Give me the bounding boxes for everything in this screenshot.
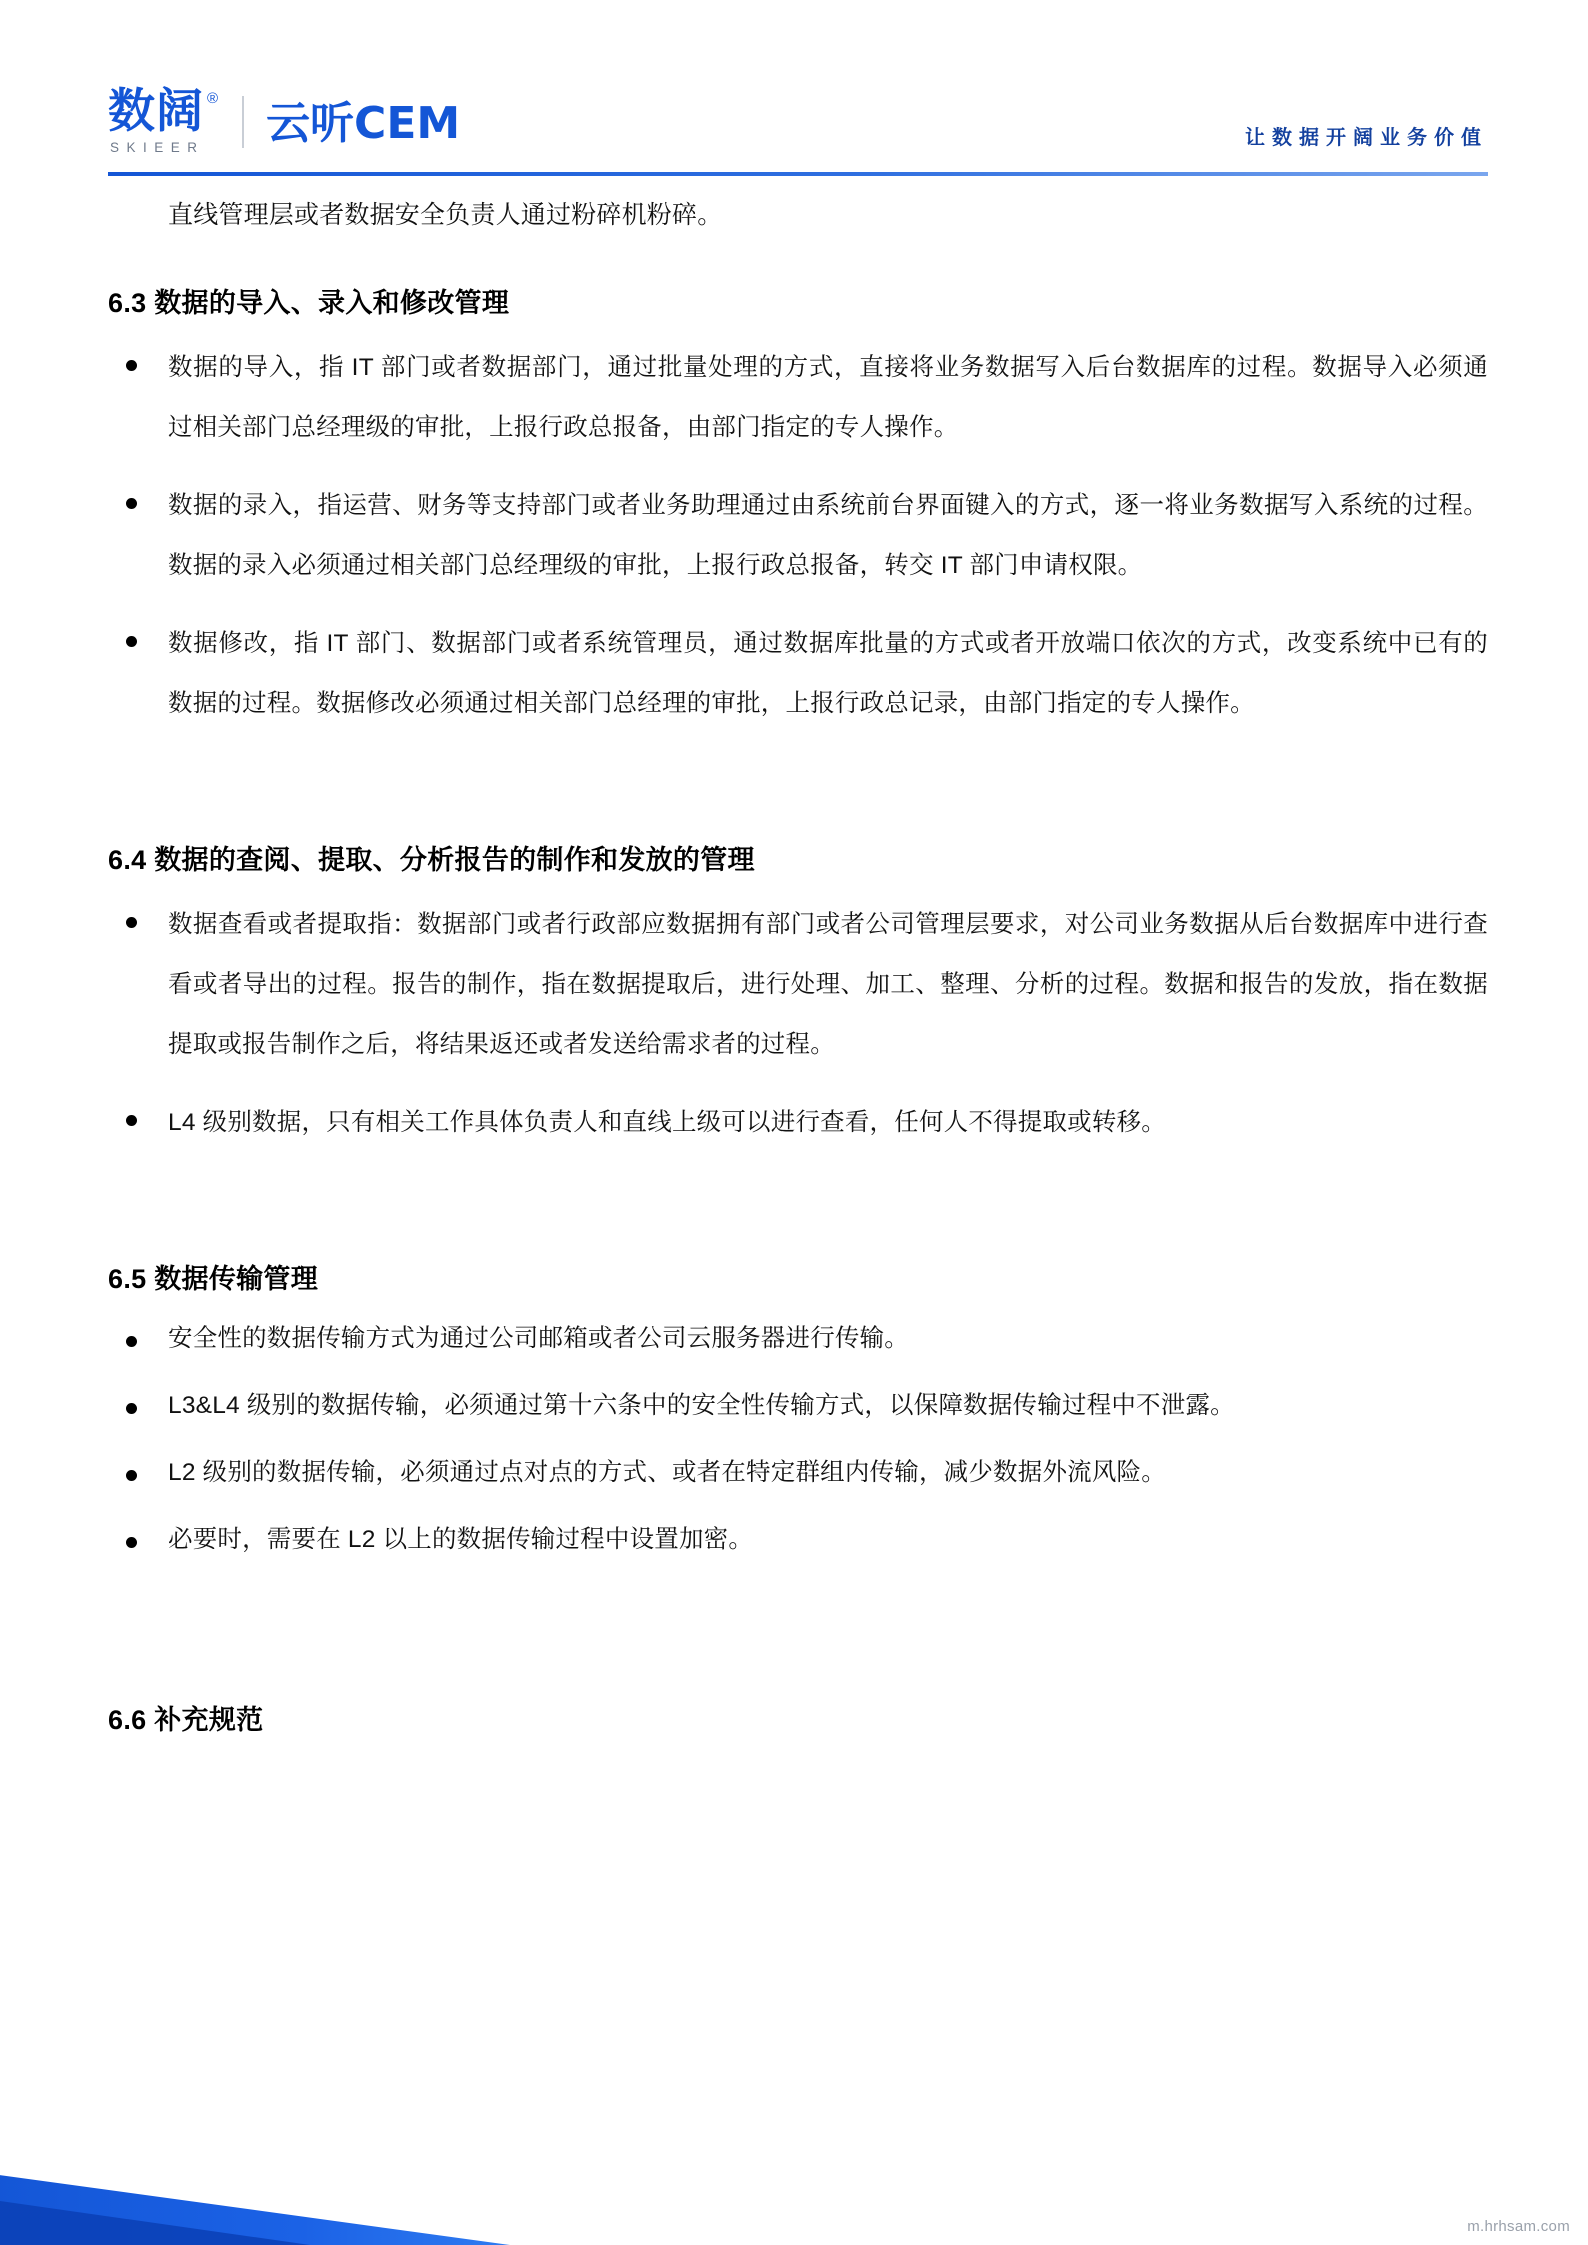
header-tagline: 让数据开阔业务价值 xyxy=(1245,127,1488,149)
footer-chevron-light xyxy=(0,2137,510,2245)
document-body xyxy=(108,196,1488,1737)
company-logo-row xyxy=(108,84,219,140)
bullet-dot-icon xyxy=(126,1115,137,1126)
list-item xyxy=(108,895,1488,1075)
footer-watermark: m.hrhsam.com xyxy=(1467,2218,1570,2235)
list-item-text: L2 级别的数据传输，必须通过点对点的方式、或者在特定群组内传输，减少数据外流风险。 xyxy=(168,1458,1166,1486)
bullet-dot-icon xyxy=(126,1470,137,1481)
company-name-latin: SKIEER xyxy=(110,139,205,155)
list-item xyxy=(108,338,1488,458)
bullet-list-6-5 xyxy=(108,1314,1488,1564)
section-heading-6-4: 6.4 数据的查阅、提取、分析报告的制作和发放的管理 xyxy=(108,844,755,875)
list-item xyxy=(108,1448,1488,1497)
list-item xyxy=(108,614,1488,734)
header-divider-rule xyxy=(108,172,1488,176)
section-spacer xyxy=(108,1153,1488,1211)
bullet-dot-icon xyxy=(126,917,137,928)
section-spacer xyxy=(108,1564,1488,1622)
section-heading-6-5: 6.5 数据传输管理 xyxy=(108,1263,319,1294)
list-item xyxy=(108,476,1488,596)
list-item xyxy=(108,1314,1488,1363)
list-item xyxy=(108,1515,1488,1564)
list-item-text: 数据查看或者提取指：数据部门或者行政部应数据拥有部门或者公司管理层要求，对公司业务数据从后台数据库中进行查看或者导出的过程。报告的制作，指在数据提取后，进行处理、加工、整理、分析的过程。数据和报告的发放，指在数据提取或报告制作之后，将结果返还或者发送给需求者的过程。 xyxy=(168,910,1488,1058)
list-item-text: L3&L4 级别的数据传输，必须通过第十六条中的安全性传输方式，以保障数据传输过程中不泄露。 xyxy=(168,1391,1235,1419)
list-item-text: 数据的导入，指 IT 部门或者数据部门，通过批量处理的方式，直接将业务数据写入后台数据库的过程。数据导入必须通过相关部门总经理级的审批，上报行政总报备，由部门指定的专人操作。 xyxy=(168,353,1488,441)
brand-divider xyxy=(242,96,244,148)
registered-trademark-icon: ® xyxy=(207,90,219,108)
brand-lockup xyxy=(108,84,460,154)
section-spacer xyxy=(108,734,1488,792)
list-item xyxy=(108,1093,1488,1153)
list-item-text: 安全性的数据传输方式为通过公司邮箱或者公司云服务器进行传输。 xyxy=(168,1324,909,1352)
bullet-dot-icon xyxy=(126,1403,137,1414)
section-spacer xyxy=(108,1622,1488,1652)
bullet-list-6-3 xyxy=(108,338,1488,734)
company-name-cn: 数阔 xyxy=(108,84,204,140)
bullet-dot-icon xyxy=(126,1537,137,1548)
bullet-dot-icon xyxy=(126,498,137,509)
list-item-text: L4 级别数据，只有相关工作具体负责人和直线上级可以进行查看，任何人不得提取或转移。 xyxy=(168,1108,1166,1136)
list-item xyxy=(108,1381,1488,1430)
section-heading-6-6: 6.6 补充规范 xyxy=(108,1704,264,1735)
footer-chevron-dark xyxy=(0,2137,310,2245)
list-item-text: 必要时，需要在 L2 以上的数据传输过程中设置加密。 xyxy=(168,1525,754,1553)
list-item-text: 数据修改，指 IT 部门、数据部门或者系统管理员，通过数据库批量的方式或者开放端口依次的方式，改变系统中已有的数据的过程。数据修改必须通过相关部门总经理的审批，上报行政总记录，由部门指定的专人操作。 xyxy=(168,629,1488,717)
bullet-list-6-4 xyxy=(108,895,1488,1153)
bullet-dot-icon xyxy=(126,1336,137,1347)
company-logo xyxy=(108,84,219,155)
bullet-dot-icon xyxy=(126,636,137,647)
footer-decoration xyxy=(0,2137,1588,2245)
product-name: 云听CEM xyxy=(266,98,461,149)
lead-paragraph: 直线管理层或者数据安全负责人通过粉碎机粉碎。 xyxy=(168,201,723,229)
page-header xyxy=(108,84,1488,172)
list-item-text: 数据的录入，指运营、财务等支持部门或者业务助理通过由系统前台界面键入的方式，逐一将业务数据写入系统的过程。数据的录入必须通过相关部门总经理级的审批，上报行政总报备，转交 IT 部门申请权限。 xyxy=(168,491,1488,579)
bullet-dot-icon xyxy=(126,360,137,371)
section-heading-6-3: 6.3 数据的导入、录入和修改管理 xyxy=(108,287,510,318)
